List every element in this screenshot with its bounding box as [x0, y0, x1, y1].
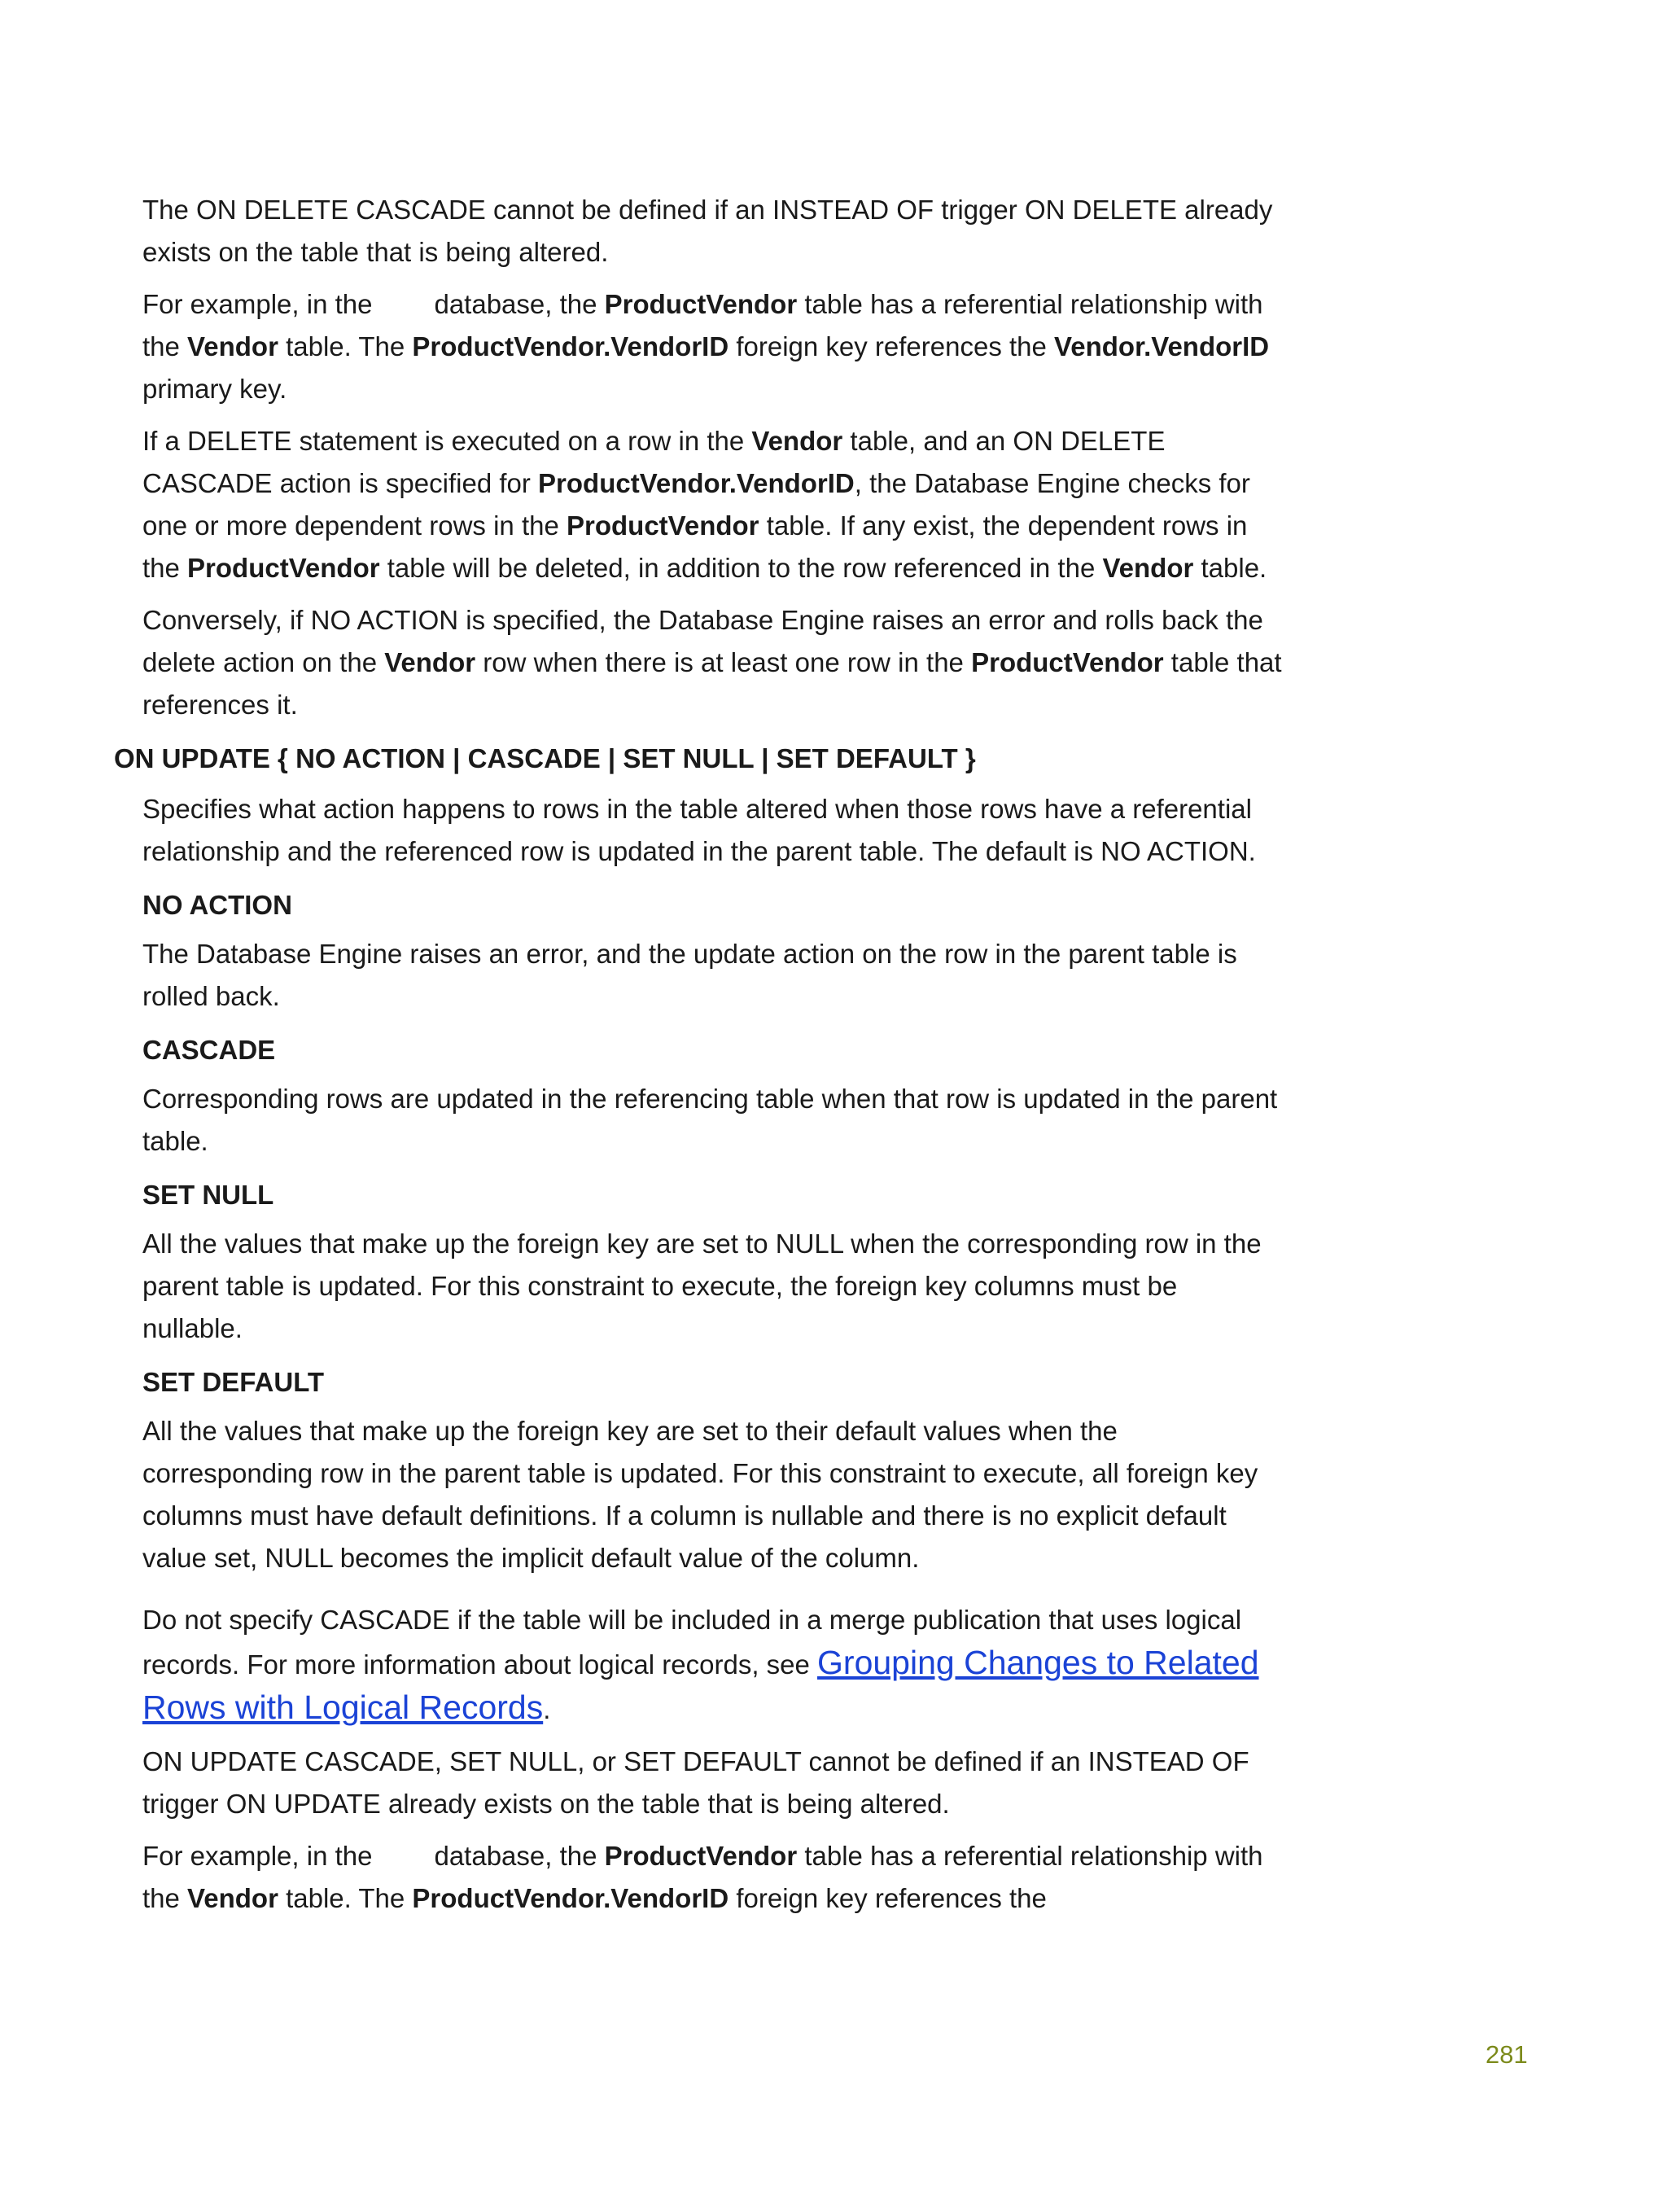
option-text-cascade: Corresponding rows are updated in the referencing table when that row is updated in the parent table. — [142, 1084, 1278, 1156]
delete-example-paragraph: For example, in the database, the ProductVendor table has a referential relationship with the Vendor table. The ProductVendor.VendorID foreign key references the Vendor.VendorID primary key. — [142, 289, 1270, 404]
update-example-paragraph: For example, in the database, the ProductVendor table has a referential relationship with the Vendor table. The ProductVendor.VendorID foreign key references the — [142, 1841, 1263, 1913]
option-heading-cascade: CASCADE — [142, 1035, 276, 1065]
delete-cascade-trigger-note: The ON DELETE CASCADE cannot be defined if an INSTEAD OF trigger ON DELETE already exists on the table that is being altered. — [142, 195, 1273, 267]
no-action-explanation: Conversely, if NO ACTION is specified, the Database Engine raises an error and rolls back the delete action on the Vendor row when there is at least one row in the ProductVendor table that references it. — [142, 605, 1282, 720]
option-text-set-default: All the values that make up the foreign key are set to their default values when the corresponding row in the parent table is updated. For this constraint to execute, all foreign key columns must have default definitions. If a column is nullable and there is no explicit default value set, NULL becomes the implicit default value of the column. — [142, 1416, 1258, 1573]
page-number: 281 — [1485, 2040, 1528, 2069]
option-heading-set-default: SET DEFAULT — [142, 1367, 325, 1397]
option-heading-set-null: SET NULL — [142, 1180, 274, 1210]
option-text-set-null: All the values that make up the foreign key are set to NULL when the corresponding row in the parent table is updated. For this constraint to execute, the foreign key columns must be nullable. — [142, 1229, 1262, 1343]
option-text-no-action: The Database Engine raises an error, and the update action on the row in the parent table is rolled back. — [142, 939, 1237, 1011]
on-update-heading: ON UPDATE { NO ACTION | CASCADE | SET NULL | SET DEFAULT } — [114, 743, 976, 773]
on-update-description: Specifies what action happens to rows in the table altered when those rows have a referential relationship and the referenced row is updated in the parent table. The default is NO ACTION. — [142, 794, 1256, 866]
logical-records-link[interactable]: Grouping Changes to Related Rows with Logical Records — [142, 1644, 1259, 1726]
option-heading-no-action: NO ACTION — [142, 890, 292, 920]
page-content — [114, 189, 1282, 1929]
update-trigger-note: ON UPDATE CASCADE, SET NULL, or SET DEFAULT cannot be defined if an INSTEAD OF trigger ON UPDATE already exists on the table that is being altered. — [142, 1746, 1249, 1819]
delete-cascade-explanation: If a DELETE statement is executed on a row in the Vendor table, and an ON DELETE CASCADE action is specified for ProductVendor.VendorID, the Database Engine checks for one or more dependent rows in the ProductVendor table. If any exist, the dependent rows in the ProductVendor table will be deleted, in addition to the row referenced in the Vendor table. — [142, 426, 1267, 583]
merge-publication-note: Do not specify CASCADE if the table will be included in a merge publication that uses logical records. For more information about logical records, see Grouping Changes to Related Rows with Logical Records. — [142, 1605, 1259, 1726]
